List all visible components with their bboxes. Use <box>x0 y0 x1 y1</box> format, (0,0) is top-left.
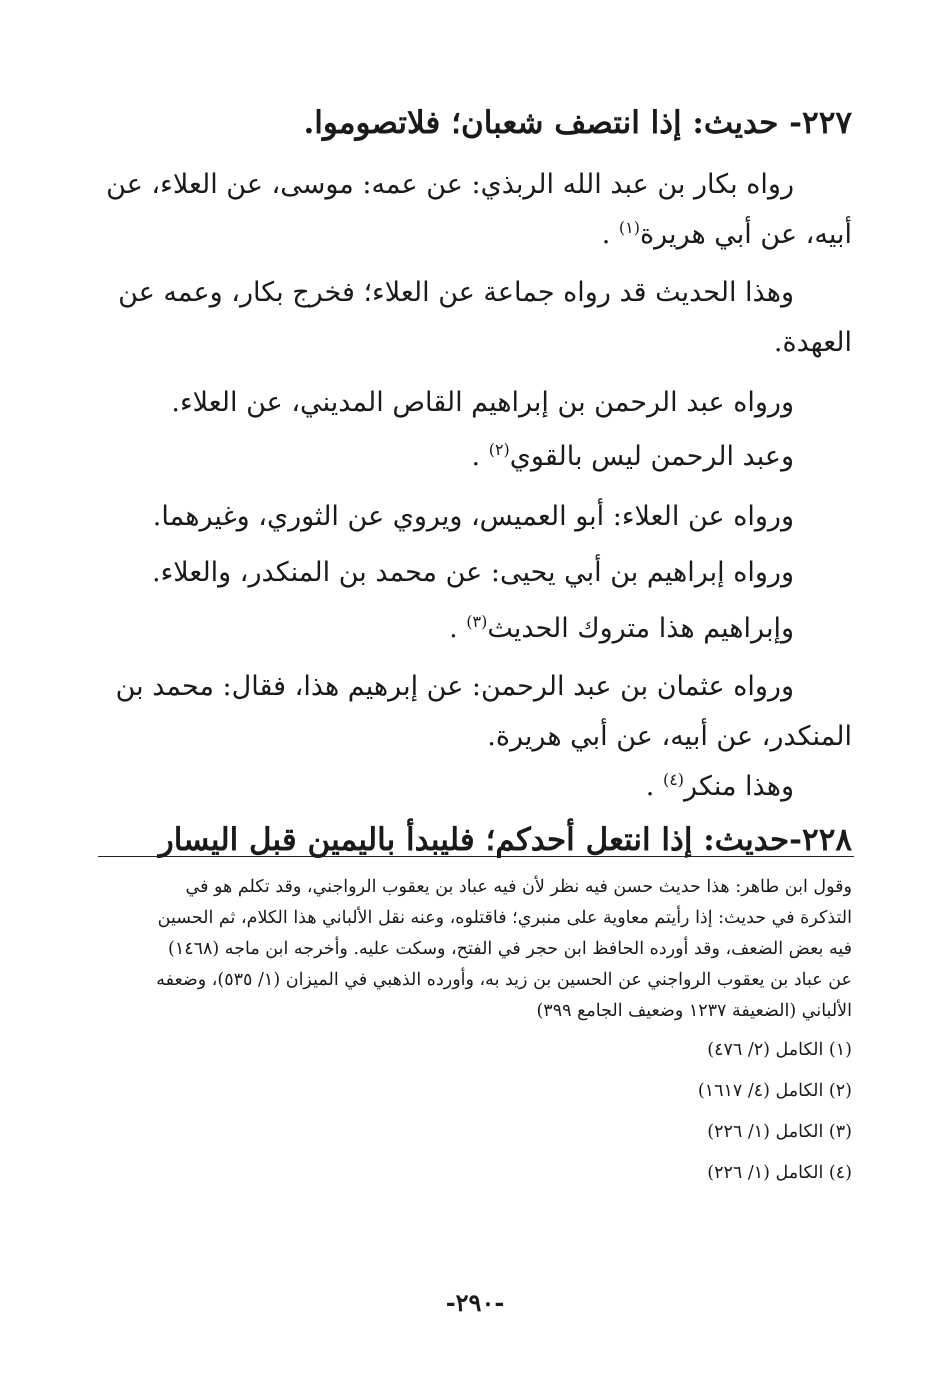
paragraph-8-line-2: المنكدر، عن أبيه، عن أبي هريرة. <box>487 721 852 752</box>
paragraph-7-text: وإبراهيم هذا متروك الحديث <box>487 613 794 644</box>
entry-228-heading: ٢٢٨-حديث: إذا انتعل أحدكم؛ فليبدأ باليمين قبل اليسار <box>158 822 852 858</box>
paragraph-7 <box>100 604 852 654</box>
footnote-continuation-line: الألباني (الضعيفة ١٢٣٧ وضعيف الجامع ٣٩٩) <box>536 1001 852 1021</box>
footnote-4: (٤) الكامل (١/ ٢٢٦) <box>707 1163 852 1183</box>
paragraph-2-line-1: وهذا الحديث قد رواه جماعة عن العلاء؛ فخرج بكار، وعمه عن <box>118 277 794 308</box>
footnote-continuation-line: عن عباد بن يعقوب الرواجني عن الحسين بن زيد به، وأورده الذهبي في الميزان (١/ ٥٣٥)، وضعفه <box>156 970 852 990</box>
footnote-ref-2[interactable]: (٢) <box>488 440 510 459</box>
footnote-separator <box>98 856 854 857</box>
footnote-1: (١) الكامل (٢/ ٤٧٦) <box>707 1040 852 1060</box>
paragraph-9-end: . <box>645 771 663 802</box>
paragraph-4-end: . <box>471 441 489 472</box>
paragraph-1-end: . <box>601 219 619 250</box>
paragraph-1-text: أبيه، عن أبي هريرة <box>640 219 852 250</box>
footnote-3: (٣) الكامل (١/ ٢٢٦) <box>707 1122 852 1142</box>
footnote-ref-3[interactable]: (٣) <box>466 612 488 631</box>
paragraph-9-text: وهذا منكر <box>684 771 794 802</box>
footnote-continuation-line: التذكرة في حديث: إذا رأيتم معاوية على منبري؛ فاقتلوه، وعنه نقل الألباني هذا الكلام، ثم الحسين <box>157 908 852 928</box>
paragraph-8-line-1: ورواه عثمان بن عبد الرحمن: عن إبرهيم هذا، فقال: محمد بن <box>115 671 794 702</box>
paragraph-4-text: وعبد الرحمن ليس بالقوي <box>509 441 794 472</box>
footnote-ref-4[interactable]: (٤) <box>662 770 685 789</box>
footnotes-section <box>100 872 852 1189</box>
paragraph-1-line-1: رواه بكار بن عبد الله الربذي: عن عمه: موسى، عن العلاء، عن <box>106 169 794 200</box>
paragraph-3: ورواه عبد الرحمن بن إبراهيم القاص المديني، عن العلاء. <box>171 387 794 418</box>
paragraph-6: ورواه إبراهيم بن أبي يحيى: عن محمد بن المنكدر، والعلاء. <box>152 557 794 588</box>
paragraph-1-line-2 <box>100 210 852 260</box>
footnote-ref-1[interactable]: (١) <box>618 218 641 237</box>
paragraph-5: ورواه عن العلاء: أبو العميس، ويروي عن الثوري، وغيرهما. <box>152 501 794 532</box>
footnote-2: (٢) الكامل (٤/ ١٦١٧) <box>697 1081 852 1101</box>
paragraph-4 <box>100 432 852 482</box>
footnote-continuation-line: وقول ابن طاهر: هذا حديث حسن فيه نظر لأن فيه عباد بن يعقوب الرواجني، وقد تكلم هو في <box>185 877 852 897</box>
entry-227-heading: ٢٢٧- حديث: إذا انتصف شعبان؛ فلاتصوموا. <box>303 105 852 141</box>
paragraph-9 <box>100 762 852 812</box>
entry-227-body <box>100 160 852 812</box>
paragraph-2-line-2: العهدة. <box>773 327 852 358</box>
footnote-continuation-line: فيه بعض الضعف، وقد أورده الحافظ ابن حجر في الفتح، وسكت عليه. وأخرجه ابن ماجه (١٤٦٨) <box>167 939 852 959</box>
page-number: -٢٩٠- <box>445 1288 505 1317</box>
paragraph-7-end: . <box>449 613 467 644</box>
